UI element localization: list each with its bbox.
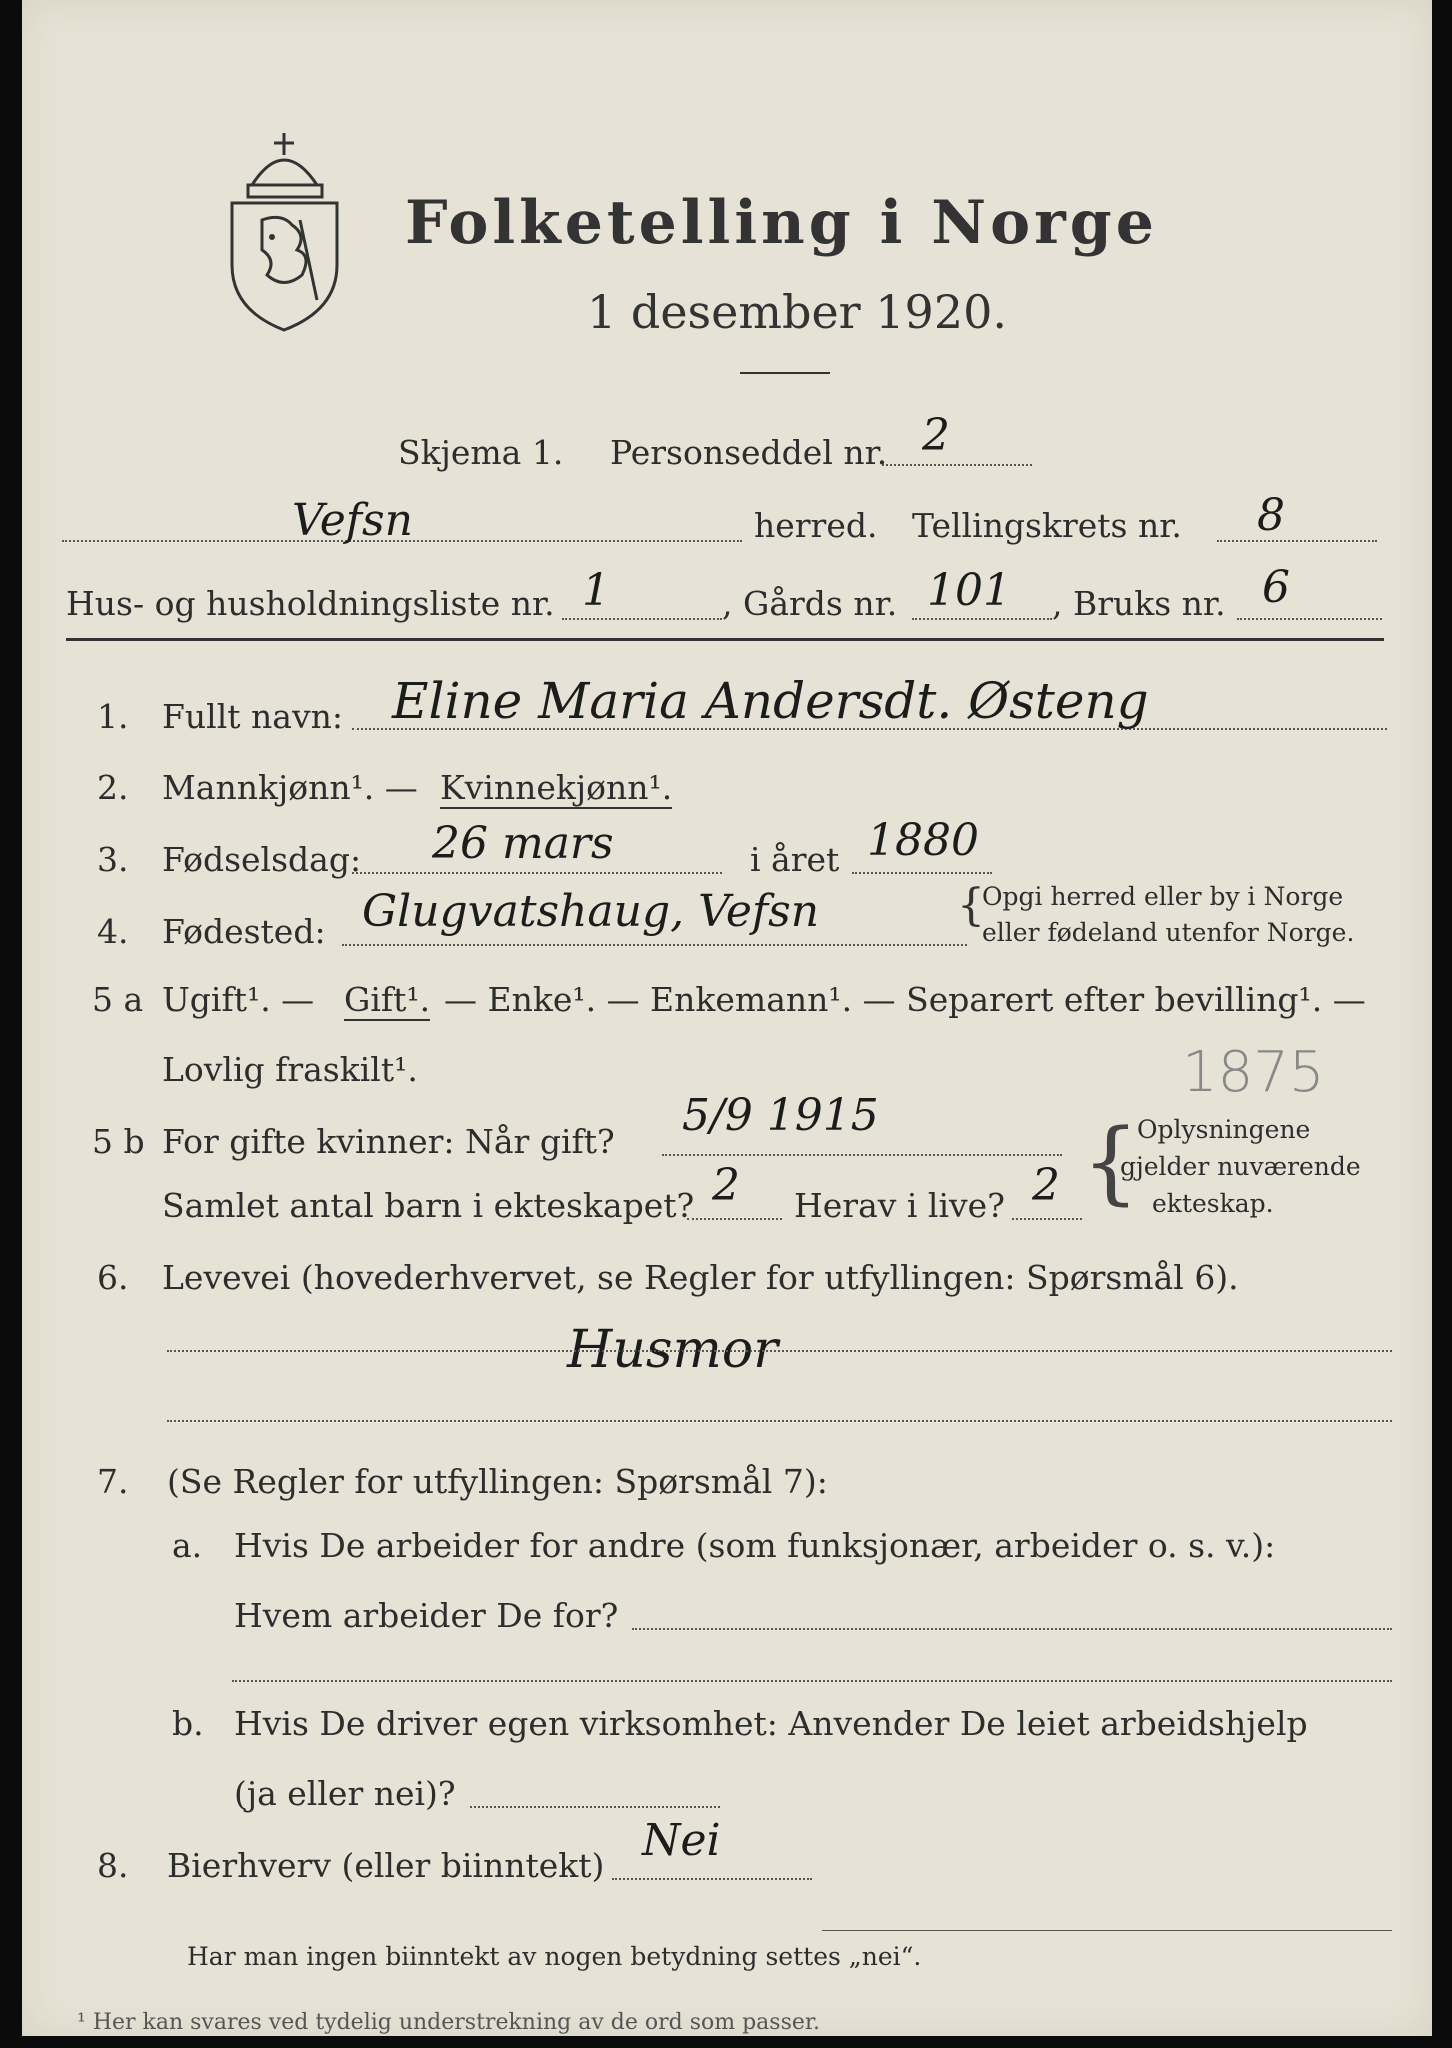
q4-note-line1: Opgi herred eller by i Norge <box>982 882 1344 911</box>
q3-label: Fødselsdag: <box>162 840 362 879</box>
marriage-date-value: 5/9 1915 <box>682 1090 879 1141</box>
q7a-line-answer1 <box>632 1628 1392 1630</box>
q2-male-label: Mannkjønn¹. — <box>162 768 418 807</box>
q8-label: Bierhverv (eller biinntekt) <box>167 1846 605 1885</box>
q7-number: 7. <box>97 1462 129 1501</box>
q7a-letter: a. <box>172 1526 203 1565</box>
q6-number: 6. <box>97 1258 129 1297</box>
q7a-line1: Hvis De arbeider for andre (som funksjonær, arbeider o. s. v.): <box>234 1526 1276 1565</box>
husliste-line <box>562 618 722 620</box>
bruks-label: , Bruks nr. <box>1052 584 1226 623</box>
herred-label: herred. <box>754 506 878 545</box>
q5b-married-line <box>662 1154 1062 1156</box>
bruks-line <box>1237 618 1382 620</box>
husliste-label: Hus- og husholdningsliste nr. <box>66 584 555 623</box>
q6-line1 <box>167 1350 1392 1352</box>
title-divider <box>740 372 830 374</box>
birthday-value: 26 mars <box>432 818 614 869</box>
q5b-alive-line <box>1012 1218 1082 1220</box>
q5a-rest: — Enke¹. — Enkemann¹. — Separert efter bevilling¹. — <box>444 980 1366 1019</box>
page-title: Folketelling i Norge <box>405 188 1158 258</box>
husliste-value: 1 <box>582 565 610 616</box>
q7b-line2: (ja eller nei)? <box>234 1774 456 1813</box>
q8-line <box>612 1878 812 1880</box>
bruks-value: 6 <box>1262 562 1290 613</box>
census-form <box>22 0 1432 2036</box>
q2-female-label-underlined: Kvinnekjønn¹. <box>440 768 673 807</box>
census-date: 1 desember 1920. <box>587 285 1007 339</box>
q5b-note-line2: gjelder nuværende <box>1120 1152 1361 1181</box>
q5b-number: 5 b <box>92 1122 145 1161</box>
footer-note: Har man ingen biinntekt av nogen betydning settes „nei“. <box>187 1942 922 1971</box>
gards-value: 101 <box>927 565 1011 616</box>
q7b-letter: b. <box>172 1704 204 1743</box>
q1-label: Fullt navn: <box>162 697 343 736</box>
q5a-gift-underlined: Gift¹. <box>344 980 431 1019</box>
gards-line <box>912 618 1052 620</box>
header-divider <box>66 638 1384 641</box>
q5b-children-line <box>687 1218 782 1220</box>
occupation-value: Husmor <box>567 1320 778 1380</box>
q5a-line2: Lovlig fraskilt¹. <box>162 1050 418 1089</box>
q7b-line-answer <box>470 1806 720 1808</box>
q4-note-line2: eller fødeland utenfor Norge. <box>982 918 1355 947</box>
personseddel-value: 2 <box>922 410 950 461</box>
q5b-note-line1: Oplysningene <box>1137 1115 1311 1144</box>
q5a-number: 5 a <box>92 980 144 1019</box>
q2-number: 2. <box>97 768 129 807</box>
q3-year-label: i året <box>750 840 840 879</box>
q5b-married-label: For gifte kvinner: Når gift? <box>162 1122 615 1161</box>
children-count-value: 2 <box>712 1160 740 1211</box>
q3-year-line <box>852 872 992 874</box>
q5b-brace: { <box>1082 1110 1140 1215</box>
full-name-value: Eline Maria Andersdt. Østeng <box>392 672 1149 730</box>
birthplace-value: Glugvatshaug, Vefsn <box>362 886 820 937</box>
tellingskrets-line <box>1217 540 1377 542</box>
personseddel-label: Personseddel nr. <box>610 433 888 472</box>
q4-line <box>342 944 967 946</box>
personseddel-line <box>882 464 1032 466</box>
q4-brace: { <box>957 880 985 931</box>
q3-number: 3. <box>97 840 129 879</box>
q7a-line2: Hvem arbeider De for? <box>234 1596 619 1635</box>
q8-number: 8. <box>97 1846 129 1885</box>
skjema-label: Skjema 1. <box>398 433 564 472</box>
q5a-ugift: Ugift¹. — <box>162 980 315 1019</box>
side-income-value: Nei <box>642 1815 721 1866</box>
tellingskrets-value: 8 <box>1257 490 1285 541</box>
q7-label: (Se Regler for utfyllingen: Spørsmål 7): <box>167 1462 828 1501</box>
q1-number: 1. <box>97 697 129 736</box>
birth-year-value: 1880 <box>867 815 979 866</box>
tellingskrets-label: Tellingskrets nr. <box>912 506 1182 545</box>
coat-of-arms-icon <box>222 125 347 335</box>
q4-number: 4. <box>97 912 129 951</box>
q6-line2 <box>167 1420 1392 1422</box>
q5b-alive-label: Herav i live? <box>794 1186 1005 1225</box>
children-alive-value: 2 <box>1032 1160 1060 1211</box>
q5b-note-line3: ekteskap. <box>1152 1189 1274 1218</box>
q5b-children-label: Samlet antal barn i ekteskapet? <box>162 1186 695 1225</box>
q4-label: Fødested: <box>162 912 326 951</box>
margin-note: 1875 <box>1182 1040 1325 1105</box>
gards-label: , Gårds nr. <box>722 584 898 623</box>
footnote: ¹ Her kan svares ved tydelig understrekning av de ord som passer. <box>77 2010 820 2035</box>
herred-value: Vefsn <box>292 495 413 546</box>
q8-line2 <box>822 1930 1392 1931</box>
q7b-line1: Hvis De driver egen virksomhet: Anvender De leiet arbeidshjelp <box>234 1704 1308 1743</box>
q6-label: Levevei (hovederhvervet, se Regler for utfyllingen: Spørsmål 6). <box>162 1258 1239 1297</box>
q7a-line-answer2 <box>232 1680 1392 1682</box>
q3-day-line <box>352 872 722 874</box>
